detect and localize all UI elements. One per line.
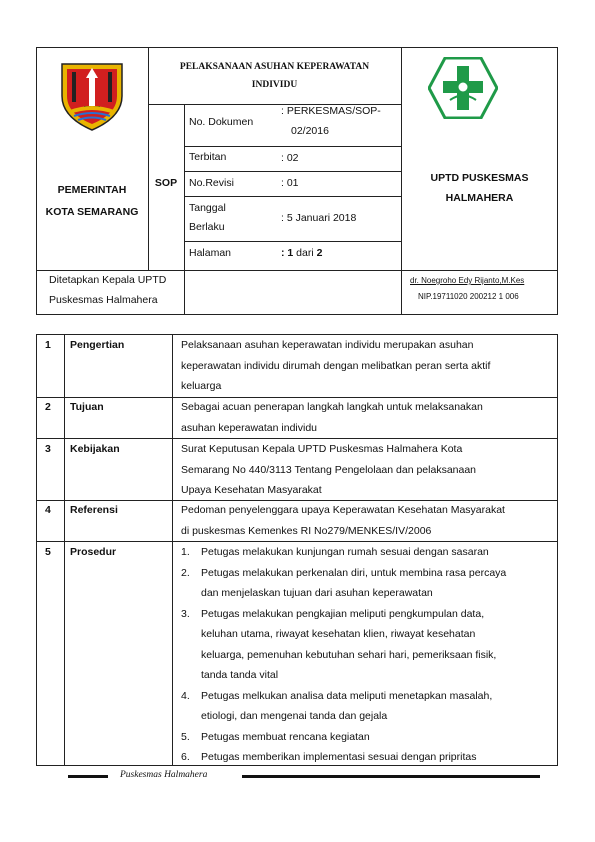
revisi-value: : 01 [281,177,299,189]
section-number: 2 [45,401,51,413]
procedure-step [181,604,553,686]
ditetapkan-line-1: Ditetapkan Kepala UPTD [49,274,167,286]
step-line: tanda tanda vital [201,669,279,681]
body-line: Pelaksanaan asuhan keperawatan individu merupakan asuhan [181,339,474,351]
step-number: 5. [181,730,190,743]
step-line: keluarga, pemenuhan kebutuhan sehari hari, pemeriksaan fisik, [201,648,497,661]
section-body-referensi [181,500,505,541]
footer-text: Puskesmas Halmahera [120,770,208,780]
header-border-top [36,47,558,48]
halaman-value: : 1 dari 2 [281,247,323,259]
header-border-left [36,47,37,315]
section-number: 3 [45,443,51,455]
procedure-step [181,727,553,748]
step-line: dan menjelaskan tujuan dari asuhan keperawatan [201,587,433,599]
section-title-kebijakan: Kebijakan [70,443,120,455]
tanggal-label-2: Berlaku [189,221,225,233]
body-line: Pedoman penyelenggara upaya Keperawatan Kesehatan Masyarakat [181,504,505,516]
body-line: Semarang No 440/3113 Tentang Pengelolaan dan pelaksanaan [181,463,477,476]
header-border-bottom [36,314,558,315]
body-line: Surat Keputusan Kepala UPTD Puskesmas Halmahera Kota [181,443,463,455]
body-line: keperawatan individu dirumah dengan melibatkan peran serta aktif [181,359,491,372]
step-line: Petugas melkukan analisa data meliputi menetapkan masalah, [201,689,493,702]
content-border-left [36,334,37,766]
footer-bar-right [242,775,540,778]
ditetapkan-line-2: Puskesmas Halmahera [49,294,158,306]
doc-number-value-1: : PERKESMAS/SOP- [281,105,381,117]
section-number: 5 [45,546,51,558]
section-title-tujuan: Tujuan [70,401,104,413]
section-body-tujuan [181,397,483,438]
content-border-right [557,334,558,766]
step-number: 3. [181,607,190,620]
section-body-kebijakan [181,439,476,501]
body-line: keluarga [181,380,222,392]
step-number: 1. [181,546,190,558]
row-line-1 [184,146,401,147]
section-number: 1 [45,339,51,351]
sop-label: SOP [154,177,178,189]
document-title-line-1: PELAKSANAAN ASUHAN KEPERAWATAN [179,62,370,72]
terbitan-label: Terbitan [189,151,227,163]
step-line: Petugas memberikan implementasi sesuai dengan pripritas [201,751,477,763]
section-title-prosedur: Prosedur [70,546,117,558]
org-line-2: HALMAHERA [445,192,514,204]
body-line: di puskesmas Kemenkes RI No279/MENKES/IV/2006 [181,524,432,537]
puskesmas-logo-icon [428,57,498,122]
body-line: Sebagai acuan penerapan langkah langkah untuk melaksanakan [181,401,483,413]
procedure-step [181,747,553,768]
step-line: Petugas membuat rencana kegiatan [201,730,370,743]
step-line: keluhan utama, riwayat kesehatan klien, riwayat kesehatan [201,628,476,640]
row-line-4 [184,241,401,242]
halaman-label: Halaman [189,247,232,259]
doc-number-value-2: 02/2016 [291,125,329,137]
gov-line-1: PEMERINTAH [57,184,127,196]
org-line-1: UPTD PUSKESMAS [430,172,529,184]
body-line: asuhan keperawatan individu [181,421,318,434]
step-line: Petugas melakukan perkenalan diri, untuk membina rasa percaya [201,566,507,579]
revisi-label: No.Revisi [189,177,234,189]
header-divider [36,270,558,271]
gov-line-2: KOTA SEMARANG [45,206,139,218]
tanggal-value: : 5 Januari 2018 [281,212,357,224]
section-body-prosedur [181,542,553,768]
step-number: 4. [181,689,190,702]
section-title-pengertian: Pengertian [70,339,125,351]
terbitan-value: : 02 [281,152,299,164]
tanggal-label-1: Tanggal [189,202,226,214]
row-line-3 [184,196,401,197]
document-title-line-2: INDIVIDU [251,80,298,90]
content-col-num [64,334,65,766]
content-col-title [172,334,173,766]
body-line: Upaya Kesehatan Masyarakat [181,484,322,496]
procedure-list [181,542,553,768]
procedure-step [181,686,553,727]
step-number: 6. [181,751,190,763]
row-line-2 [184,171,401,172]
step-line: Petugas melakukan pengkajian meliputi pengkumpulan data, [201,607,485,620]
signer-nip: NIP.19711020 200212 1 006 [418,292,519,301]
col-sep-ditetapkan [184,270,185,314]
section-body-pengertian [181,335,490,397]
footer-bar-left [68,775,108,778]
step-line: Petugas melakukan kunjungan rumah sesuai dengan sasaran [201,546,489,558]
step-number: 2. [181,566,190,579]
kota-semarang-emblem-icon [56,60,128,135]
procedure-step [181,542,553,563]
procedure-step [181,563,553,604]
step-line: etiologi, dan mengenai tanda dan gejala [201,710,388,722]
doc-number-label: No. Dokumen [189,116,254,128]
section-number: 4 [45,504,51,516]
col-sep-sop [184,104,185,271]
signer-name: dr. Noegroho Edy Rijanto,M.Kes [410,276,525,285]
section-title-referensi: Referensi [70,504,118,516]
